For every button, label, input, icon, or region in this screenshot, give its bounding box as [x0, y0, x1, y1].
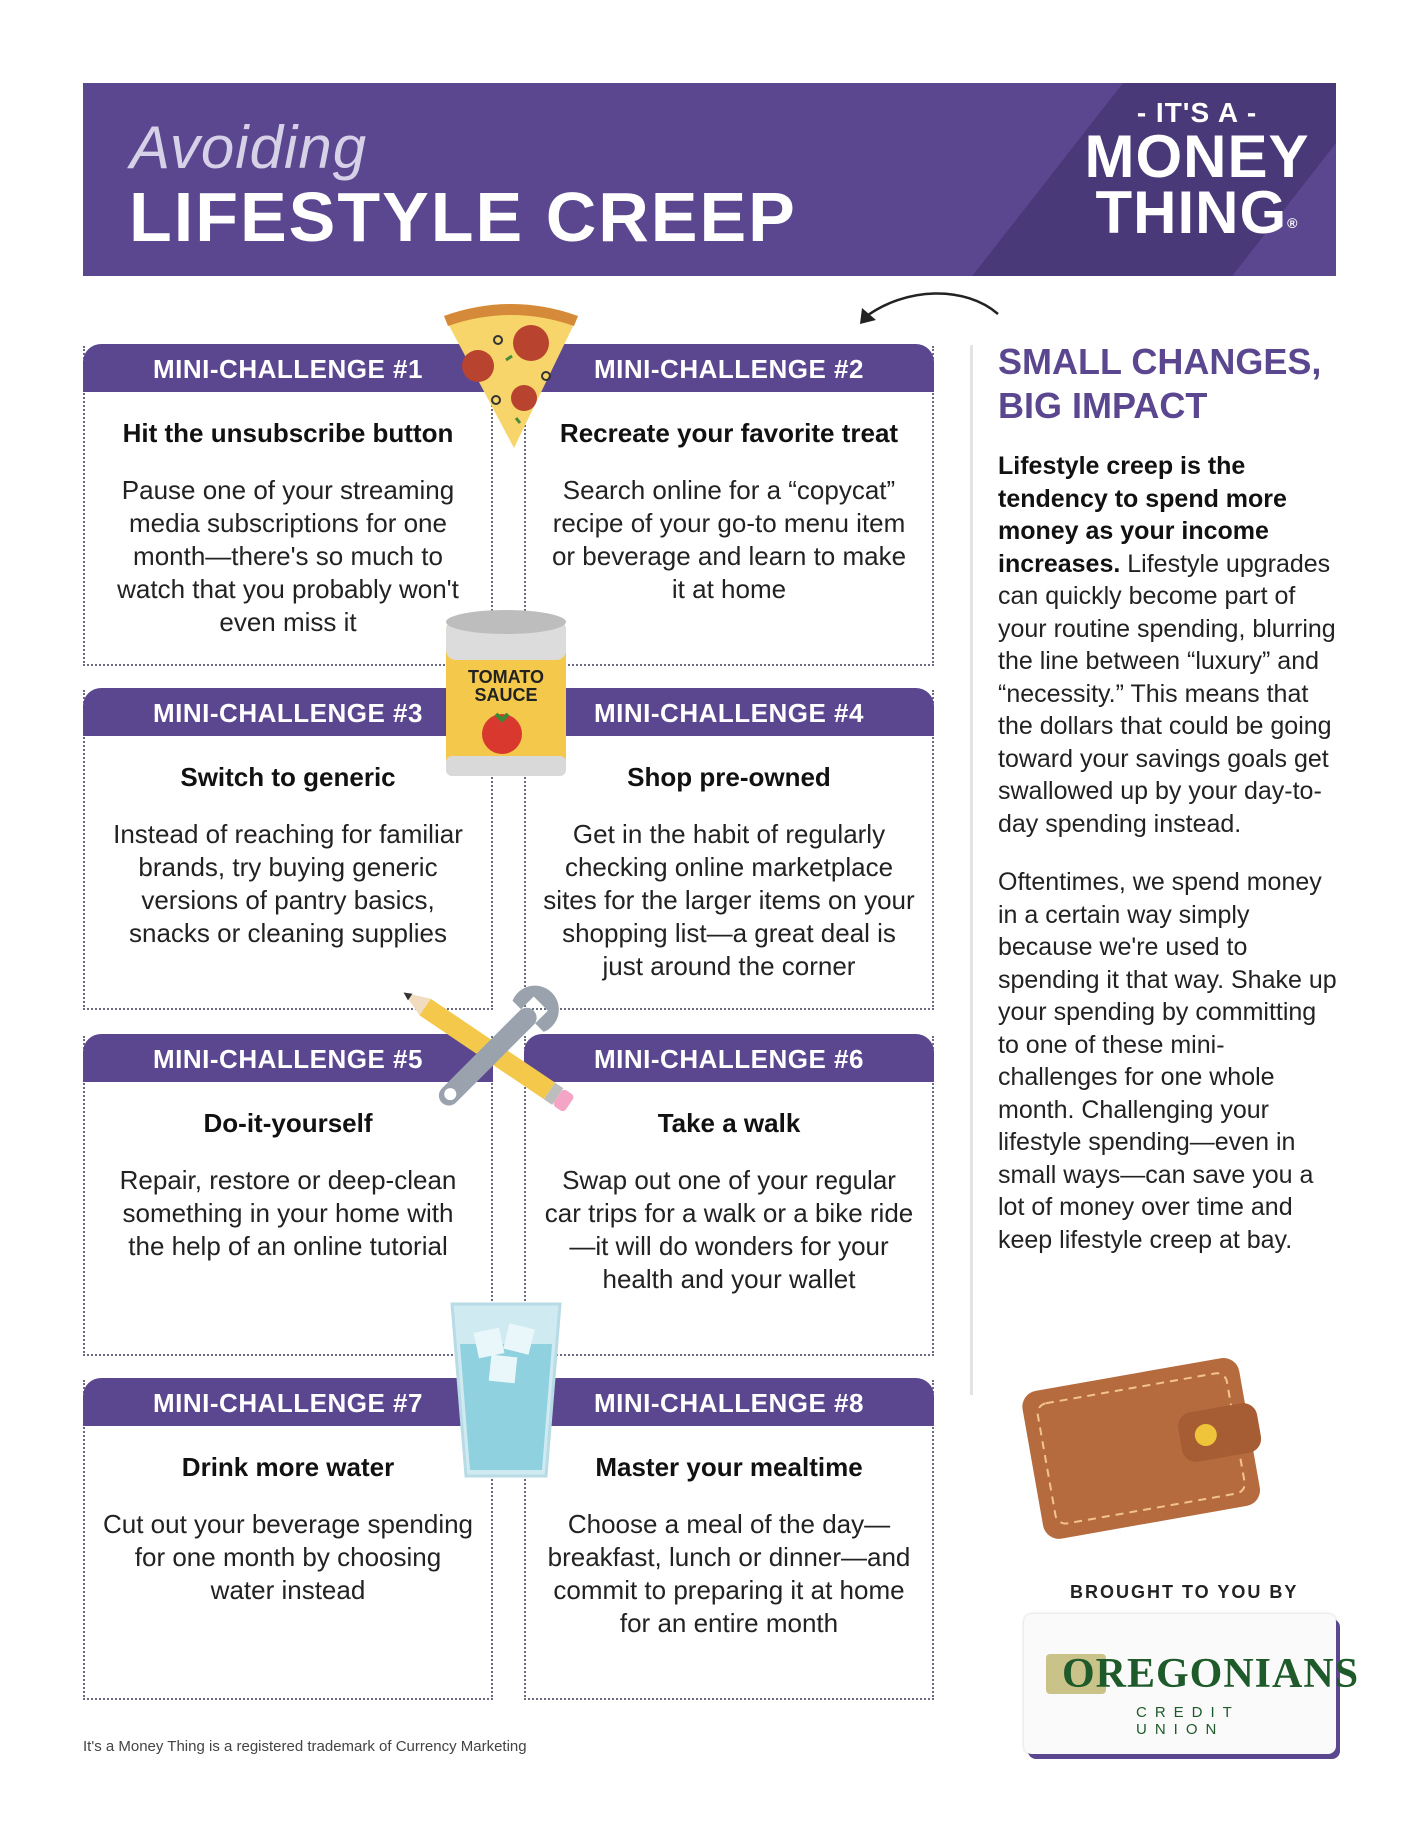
sidebar-paragraph-1 — [998, 450, 1338, 840]
water-glass-icon — [446, 1300, 566, 1480]
header-banner — [83, 83, 1336, 276]
challenge-body: Get in the habit of regularly checking online marketplace sites for the larger items on your shopping list—a great deal is just around the corner — [543, 819, 915, 981]
sidebar-heading — [998, 340, 1328, 428]
challenge-body: Search online for a “copycat” recipe of your go-to menu item or beverage and learn to make it at home — [551, 475, 907, 604]
challenge-body: Cut out your beverage spending for one month by choosing water instead — [102, 1509, 474, 1605]
challenge-title: Shop pre-owned — [627, 762, 831, 792]
pizza-slice-icon — [436, 298, 586, 458]
challenge-card-1 — [83, 346, 493, 666]
brand-thing: THING — [1095, 179, 1288, 246]
challenge-body: Choose a meal of the day—breakfast, lunch or dinner—and commit to preparing it at home for an entire month — [547, 1509, 911, 1638]
challenge-title: Switch to generic — [180, 762, 396, 792]
sidebar-text — [998, 450, 1338, 1256]
challenge-tab: MINI-CHALLENGE #5 — [83, 1034, 493, 1082]
challenge-title: Do-it-yourself — [203, 1108, 373, 1138]
challenge-card-7 — [83, 1380, 493, 1700]
challenge-tab: MINI-CHALLENGE #7 — [83, 1378, 493, 1426]
sponsor-logo — [1024, 1614, 1360, 1754]
challenge-title: Drink more water — [181, 1452, 395, 1482]
brand-top: - IT'S A - — [1136, 97, 1258, 128]
sidebar-heading-line2: BIG IMPACT — [998, 385, 1208, 426]
brand-logo — [1082, 97, 1312, 246]
sidebar-para1-rest: Lifestyle upgrades can quickly become part of your routine spending, blurring the line between “luxury” and “necessity.” This means that the dollars that could be going toward your savings goals get swallowed up by your day-to-day spending instead. — [998, 549, 1336, 838]
sidebar-paragraph-2: Oftentimes, we spend money in a certain way simply because we're used to spending it that way. Shake up your spending by committing to one of these mini-challenges for one whole month. Challenging your lifestyle spending—even in small ways—can save you a lot of money over time and keep lifestyle creep at bay. — [998, 868, 1337, 1254]
sidebar-definition: Lifestyle creep is the tendency to spend more money as your income increases. — [998, 452, 1287, 578]
challenge-body: Pause one of your streaming media subscriptions for one month—there's so much to watch that you probably won't even miss it — [117, 475, 459, 637]
brand-money: MONEY — [1084, 123, 1310, 190]
challenge-title: Take a walk — [657, 1108, 801, 1138]
brought-to-you-by: BROUGHT TO YOU BY — [1070, 1582, 1299, 1602]
challenge-card-8 — [524, 1380, 934, 1700]
trademark-footnote: It's a Money Thing is a registered trademark of Currency Marketing — [83, 1738, 527, 1755]
wallet-icon — [1010, 1340, 1310, 1540]
challenge-body: Instead of reaching for familiar brands, try buying generic versions of pantry basics, snacks or cleaning supplies — [113, 819, 463, 948]
pencil-wrench-icon — [392, 956, 592, 1146]
challenge-tab: MINI-CHALLENGE #2 — [524, 344, 934, 392]
sponsor-logo-sub: CREDIT UNION — [1136, 1704, 1240, 1738]
sidebar-heading-line1: SMALL CHANGES, — [998, 341, 1322, 382]
challenge-body: Swap out one of your regular car trips for a walk or a bike ride—it will do wonders for your health and your wallet — [544, 1165, 914, 1294]
challenge-tab: MINI-CHALLENGE #3 — [83, 688, 493, 736]
challenge-title: Hit the unsubscribe button — [122, 418, 454, 448]
can-label — [440, 668, 572, 704]
challenge-tab: MINI-CHALLENGE #6 — [524, 1034, 934, 1082]
tomato-sauce-can-icon — [440, 606, 572, 786]
challenge-tab: MINI-CHALLENGE #8 — [524, 1378, 934, 1426]
challenge-body: Repair, restore or deep-clean something in your home with the help of an online tutorial — [119, 1165, 457, 1261]
challenge-title: Master your mealtime — [595, 1452, 863, 1482]
can-label-line1: TOMATO — [468, 667, 544, 687]
brand-thing-line — [1082, 179, 1312, 246]
challenge-title: Recreate your favorite treat — [559, 418, 899, 448]
page-title: LIFESTYLE CREEP — [129, 178, 797, 256]
sidebar-divider — [970, 345, 973, 1395]
curved-arrow-icon — [846, 284, 1006, 334]
sponsor-logo-main: OREGONIANS — [1062, 1651, 1360, 1697]
title-avoiding: Avoiding — [130, 114, 368, 181]
challenge-tab: MINI-CHALLENGE #4 — [524, 688, 934, 736]
brand-registered: ® — [1287, 215, 1299, 231]
can-label-line2: SAUCE — [474, 685, 538, 705]
challenge-tab: MINI-CHALLENGE #1 — [83, 344, 493, 392]
